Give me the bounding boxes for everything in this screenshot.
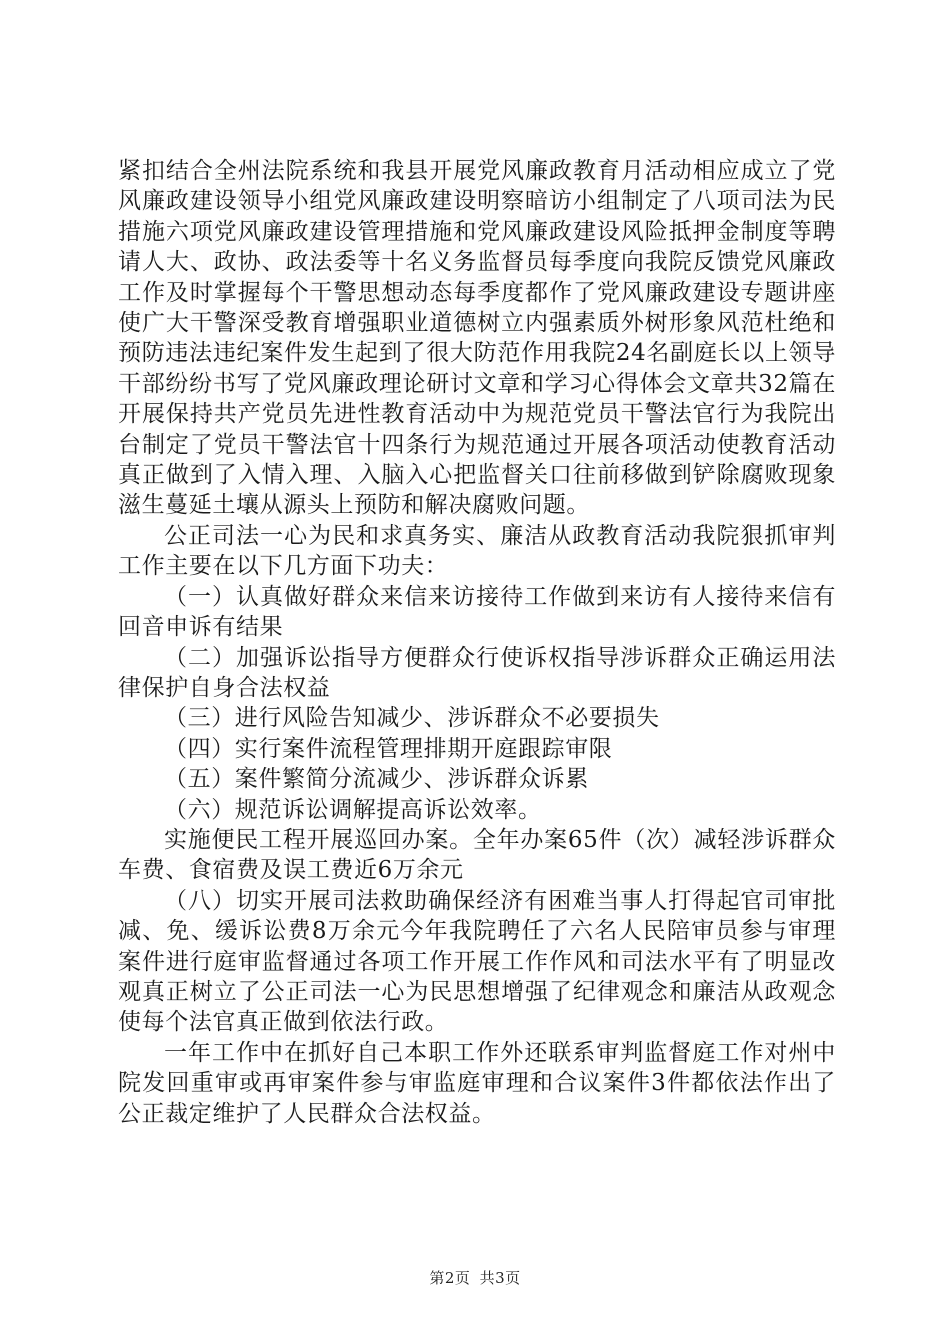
paragraph-7: （五）案件繁简分流减少、涉诉群众诉累: [164, 766, 589, 793]
paragraph-1: 紧扣结合全州法院系统和我县开展党风廉政教育月活动相应成立了党风廉政建设领导小组党风廉政建设明察暗访小组制定了八项司法为民措施六项党风廉政建设管理措施和党风廉政建设风险抵押金制度等聘请人大、政协、政法委等十名义务监督员每季度向我院反馈党风廉政工作及时掌握每个干警思想动态每季度都作了党风廉政建设专题讲座使广大干警深受教育增强职业道德树立内强素质外树形象风范杜绝和预防违法违纪案件发生起到了很大防范作用我院24名副庭长以上领导干部纷纷书写了党风廉政理论研讨文章和学习心得体会文章共32篇在开展保持共产党员先进性教育活动中为规范党员干警法官行为我院出台制定了党员干警法官十四条行为规范通过开展各项活动使教育活动真正做到了入情入理、入脑入心把监督关口往前移做到铲除腐败现象滋生蔓延土壤从源头上预防和解决腐败问题。: [118, 158, 836, 519]
paragraph-9: 实施便民工程开展巡回办案。全年办案65件（次）减轻涉诉群众车费、食宿费及误工费近6万余元: [118, 826, 836, 884]
paragraph-3: （一）认真做好群众来信来访接待工作做到来访有人接待来信有回音申诉有结果: [118, 583, 836, 641]
page-number: 第2页: [429, 1269, 471, 1287]
paragraph-5: （三）进行风险告知减少、涉诉群众不必要损失: [164, 705, 660, 732]
paragraph-6: （四）实行案件流程管理排期开庭跟踪审限: [164, 735, 613, 762]
page-footer: [0, 1268, 950, 1288]
paragraph-8: （六）规范诉讼调解提高诉讼效率。: [164, 796, 542, 823]
paragraph-10: （八）切实开展司法救助确保经济有困难当事人打得起官司审批减、免、缓诉讼费8万余元今年我院聘任了六名人民陪审员参与审理案件进行庭审监督通过各项工作开展工作作风和司法水平有了明显改观真正树立了公正司法一心为民思想增强了纪律观念和廉洁从政观念使每个法官真正做到依法行政。: [118, 887, 836, 1036]
page-total: 共3页: [479, 1269, 521, 1287]
paragraph-11: 一年工作中在抓好自己本职工作外还联系审判监督庭工作对州中院发回重审或再审案件参与审监庭审理和合议案件3件都依法作出了公正裁定维护了人民群众合法权益。: [118, 1039, 836, 1127]
paragraph-2: 公正司法一心为民和求真务实、廉洁从政教育活动我院狠抓审判工作主要在以下几方面下功夫：: [118, 522, 836, 580]
paragraph-4: （二）加强诉讼指导方便群众行使诉权指导涉诉群众正确运用法律保护自身合法权益: [118, 644, 836, 701]
document-body: [118, 156, 836, 1129]
